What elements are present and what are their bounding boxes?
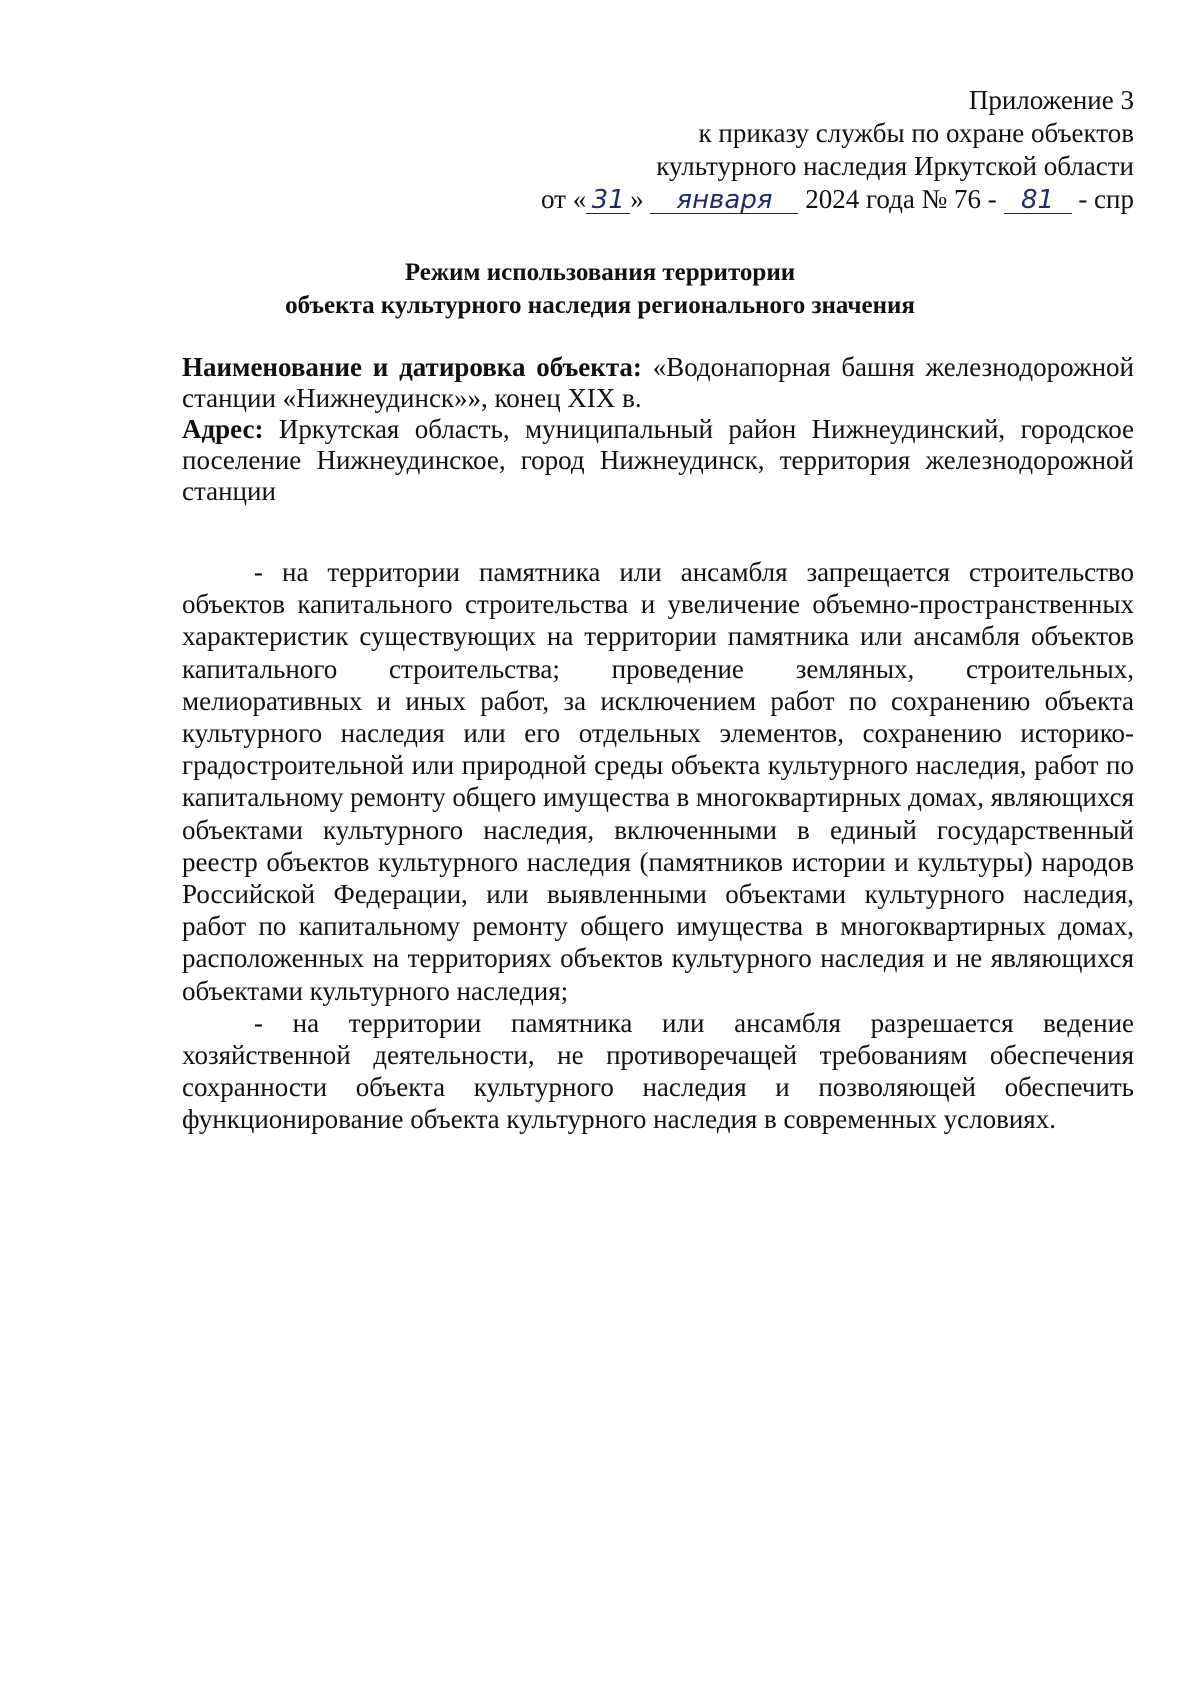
title-line-2: объекта культурного наследия регионального значения — [285, 292, 915, 319]
object-address-value: Иркутская область, муниципальный район Нижнеудинский, городское поселение Нижнеудинское, город Нижнеудинск, территория железнодорожной станции — [182, 414, 1135, 506]
appendix-date-line — [541, 183, 1134, 216]
object-address-label: Адрес: — [182, 414, 264, 444]
year-and-number: 2024 года № 76 - — [805, 184, 997, 214]
object-info — [182, 352, 1134, 507]
appendix-order-ref: к приказу службы по охране объектов — [698, 118, 1134, 148]
object-address-row — [182, 414, 1134, 507]
object-name-label: Наименование и датировка объекта: — [182, 352, 642, 382]
appendix-header — [541, 84, 1134, 216]
order-suffix: - спр — [1078, 184, 1134, 214]
paragraph-prohibitions: - на территории памятника или ансамбля запрещается строительство объектов капитального строительства и увеличение объемно-пространственных характеристик существующих на территории памятника или ансамбля объектов капитального строительства; проведение земляных, строительных, мелиоративных и иных работ, за исключением работ по сохранению объекта культурного наследия или его отдельных элементов, сохранению историко-градостроительной или природной среды объекта культурного наследия, работ по капитальному ремонту общего имущества в многоквартирных домах, являющихся объектами культурного наследия, включенными в единый государственный реестр объектов культурного наследия (памятников истории и культуры) народов Российской Федерации, или выявленными объектами культурного наследия, работ по капитальному ремонту общего имущества в многоквартирных домах, расположенных на территориях объектов культурного наследия и не являющихся объектами культурного наследия; — [182, 557, 1134, 1006]
date-prefix: от « — [541, 184, 587, 214]
document-title — [0, 256, 1200, 322]
regime-text — [182, 556, 1134, 1136]
date-mid: » — [630, 184, 644, 214]
appendix-authority: культурного наследия Иркутской области — [656, 151, 1134, 181]
appendix-number: Приложение 3 — [968, 85, 1134, 115]
object-name-row — [182, 352, 1134, 414]
handwritten-order-number: 81 — [1004, 187, 1072, 214]
object-name-value: «Водонапорная башня железнодорожной станции «Нижнеудинск»», конец XIX в. — [182, 352, 1134, 413]
handwritten-month: января — [650, 187, 798, 214]
paragraph-permissions: - на территории памятника или ансамбля разрешается ведение хозяйственной деятельности, не противоречащей требованиям обеспечения сохранности объекта культурного наследия и позволяющей обеспечить функционирование объекта культурного наследия в современных условиях. — [182, 1007, 1134, 1135]
title-line-1: Режим использования территории — [404, 259, 796, 286]
handwritten-day: 31 — [586, 187, 630, 214]
